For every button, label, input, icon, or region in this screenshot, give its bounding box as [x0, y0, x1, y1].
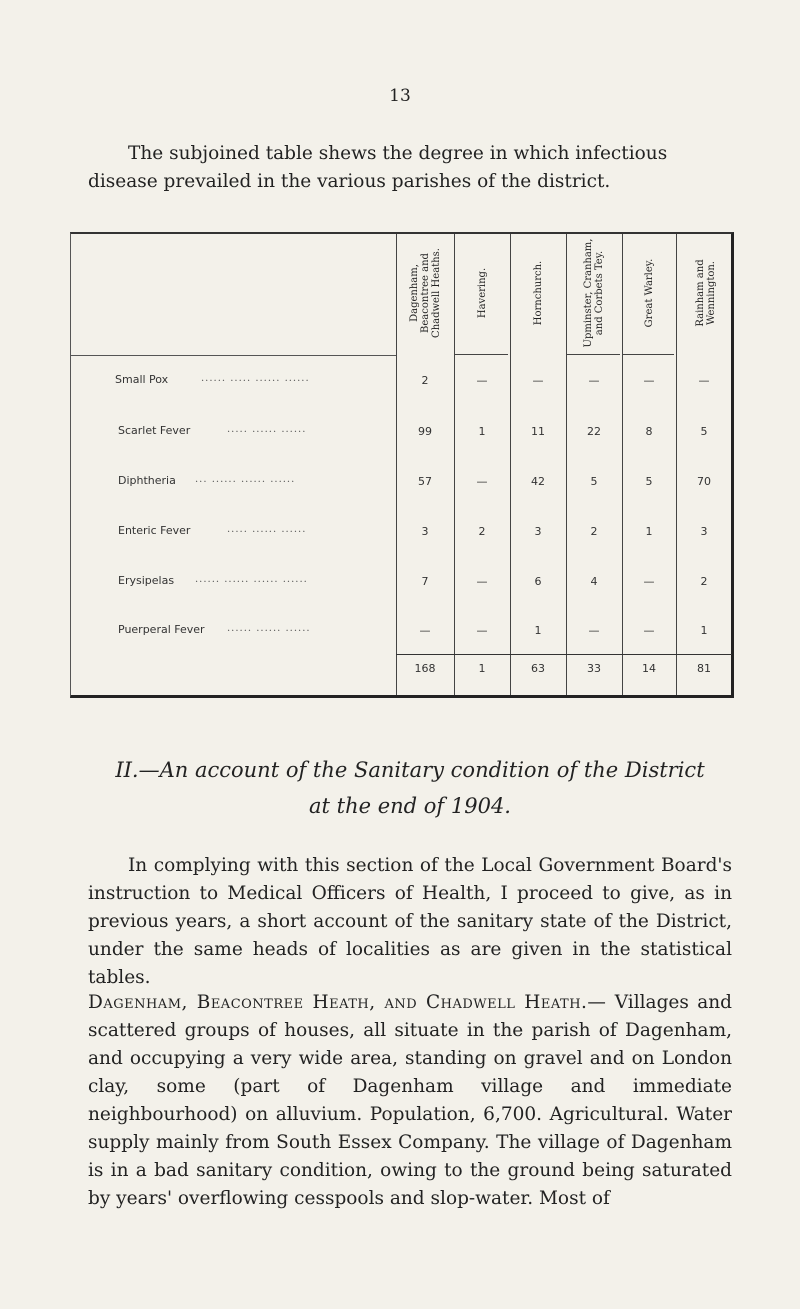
- row-label-small-pox: Small Pox: [115, 373, 169, 386]
- row-leader-dots: ...... ..... ...... ......: [201, 373, 310, 384]
- row-label-enteric-fever: Enteric Fever: [118, 524, 191, 537]
- row-label-puerperal-fever: Puerperal Fever: [118, 623, 205, 636]
- table-cell: —: [476, 374, 488, 387]
- table-cell: 3: [421, 525, 429, 538]
- table-cell: 1: [478, 425, 486, 438]
- row-leader-dots: ...... ...... ...... ......: [195, 574, 308, 585]
- table-cell: 1: [700, 624, 708, 637]
- table-cell: —: [476, 475, 488, 488]
- total-cell: 33: [587, 662, 601, 675]
- total-cell: 14: [642, 662, 656, 675]
- table-cell: —: [643, 624, 655, 637]
- paragraph-dagenham: [88, 989, 732, 1213]
- table-cell: 57: [418, 475, 432, 488]
- totals-rule: [396, 654, 732, 655]
- row-leader-dots: ..... ...... ......: [227, 424, 307, 435]
- header-rule: [454, 354, 508, 355]
- table-cell: —: [588, 624, 600, 637]
- total-cell: 81: [697, 662, 711, 675]
- table-cell: —: [476, 624, 488, 637]
- table-cell: 2: [421, 374, 429, 387]
- row-label-erysipelas: Erysipelas: [118, 574, 175, 587]
- table-cell: 4: [590, 575, 598, 588]
- table-cell: 2: [478, 525, 486, 538]
- table-cell: —: [643, 374, 655, 387]
- header-divider: [71, 355, 396, 356]
- total-cell: 63: [531, 662, 545, 675]
- header-rule: [566, 354, 620, 355]
- table-cell: 99: [418, 425, 432, 438]
- table-cell: 5: [590, 475, 598, 488]
- section-heading-line1: II.—An account of the Sanitary condition of the District: [115, 758, 705, 782]
- table-cell: —: [419, 624, 431, 637]
- table-cell: 11: [531, 425, 545, 438]
- section-heading: [88, 752, 732, 824]
- header-rule: [622, 354, 674, 355]
- table-cell: 5: [645, 475, 653, 488]
- table-cell: —: [476, 575, 488, 588]
- table-cell: 6: [534, 575, 542, 588]
- page-number: 13: [389, 86, 411, 106]
- table-cell: 1: [645, 525, 653, 538]
- paragraph-dagenham-body: Villages and scattered groups of houses, all situate in the parish of Dagenham, and occupying a very wide area, standing on gravel and on London clay, some (part of Dagenham village and immediate neighbourhood) on alluvium. Population, 6,700. Agricultural. Water supply mainly from South Essex Company. The village of Dagenham is in a bad sanitary condition, owing to the ground being saturated by years' overflowing cesspools and slop-water. Most of: [88, 992, 732, 1209]
- table-cell: —: [532, 374, 544, 387]
- table-cell: —: [698, 374, 710, 387]
- row-leader-dots: ...... ...... ......: [227, 623, 311, 634]
- total-cell: 1: [478, 662, 486, 675]
- table-cell: 2: [590, 525, 598, 538]
- column-header-hornchurch: Hornchurch.: [532, 260, 544, 326]
- table-cell: —: [588, 374, 600, 387]
- row-leader-dots: ..... ...... ......: [227, 524, 307, 535]
- paragraph-dagenham-lead: Dagenham, Beacontree Heath, and Chadwell Heath.—: [88, 992, 607, 1013]
- column-header-upminster: Upminster, Cranham, and Corbets Tey.: [583, 238, 605, 348]
- table-cell: 42: [531, 475, 545, 488]
- section-heading-line2: at the end of 1904.: [309, 794, 511, 818]
- table-cell: 3: [700, 525, 708, 538]
- table-cell: 2: [700, 575, 708, 588]
- table-cell: 70: [697, 475, 711, 488]
- table-cell: —: [643, 575, 655, 588]
- table-cell: 5: [700, 425, 708, 438]
- table-cell: 1: [534, 624, 542, 637]
- row-leader-dots: ... ...... ...... ......: [195, 474, 296, 485]
- table-cell: 22: [587, 425, 601, 438]
- column-divider: [396, 234, 397, 695]
- row-label-diphtheria: Diphtheria: [118, 474, 176, 487]
- column-header-havering: Havering.: [476, 267, 488, 319]
- table-cell: 8: [645, 425, 653, 438]
- column-header-great-warley: Great Warley.: [643, 258, 655, 328]
- paragraph-instruction: In complying with this section of the Local Government Board's instruction to Medical Officers of Health, I proceed to give, as in previous years, a short account of the sanitary state of the District, under the same heads of localities as are given in the statistical tables.: [88, 855, 732, 988]
- table-cell: 7: [421, 575, 429, 588]
- column-header-rainham: Rainham and Wennington.: [695, 259, 717, 327]
- row-label-scarlet-fever: Scarlet Fever: [118, 424, 191, 437]
- table-cell: 3: [534, 525, 542, 538]
- intro-paragraph: The subjoined table shews the degree in which infectious disease prevailed in the various parishes of the district.: [88, 143, 668, 192]
- total-cell: 168: [414, 662, 436, 675]
- column-header-dagenham: Dagenham, Beacontree and Chadwell Heaths.: [408, 248, 442, 338]
- disease-table: [70, 232, 734, 698]
